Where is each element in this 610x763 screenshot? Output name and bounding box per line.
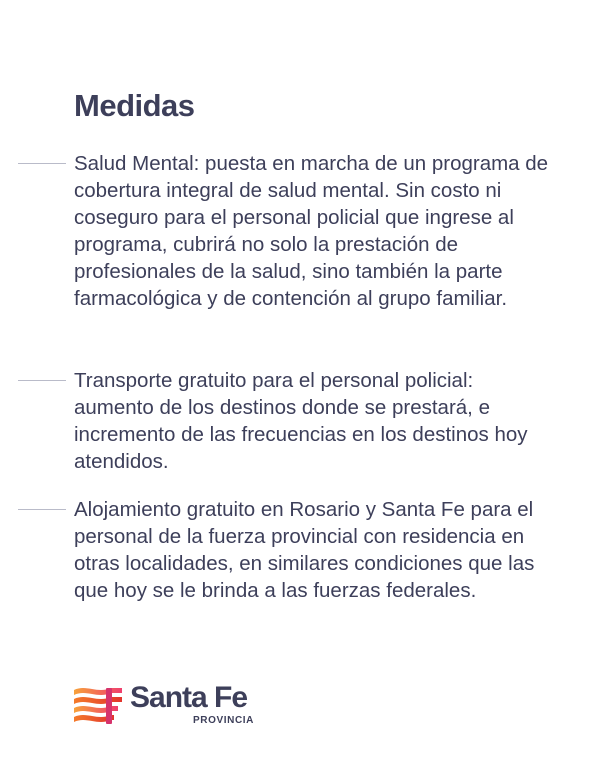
- item-divider: [18, 380, 66, 381]
- item-divider: [18, 509, 66, 510]
- measure-item: [74, 150, 554, 312]
- measure-item: [74, 367, 554, 475]
- santa-fe-flag-icon: [72, 684, 126, 728]
- measure-item: [74, 496, 554, 604]
- santa-fe-logo: [72, 681, 272, 728]
- measure-text: Salud Mental: puesta en marcha de un programa de cobertura integral de salud mental. Sin costo ni coseguro para el personal policial que ingrese al programa, cubrirá no solo la prestación de profesionales de la salud, sino también la parte farmacológica y de contención al grupo familiar.: [74, 152, 549, 310]
- logo-subtitle: PROVINCIA: [193, 715, 254, 726]
- measure-text: Alojamiento gratuito en Rosario y Santa Fe para el personal de la fuerza provincial con residencia en otras localidades, en similares condiciones que las que hoy se le brinda a las fuerzas federales.: [74, 498, 535, 602]
- item-divider: [18, 163, 66, 164]
- logo-wordmark: Santa Fe: [130, 681, 248, 714]
- measure-text: Transporte gratuito para el personal policial: aumento de los destinos donde se prestará, e incremento de las frecuencias en los destinos hoy atendidos.: [74, 369, 528, 473]
- page-title: Medidas: [74, 88, 195, 123]
